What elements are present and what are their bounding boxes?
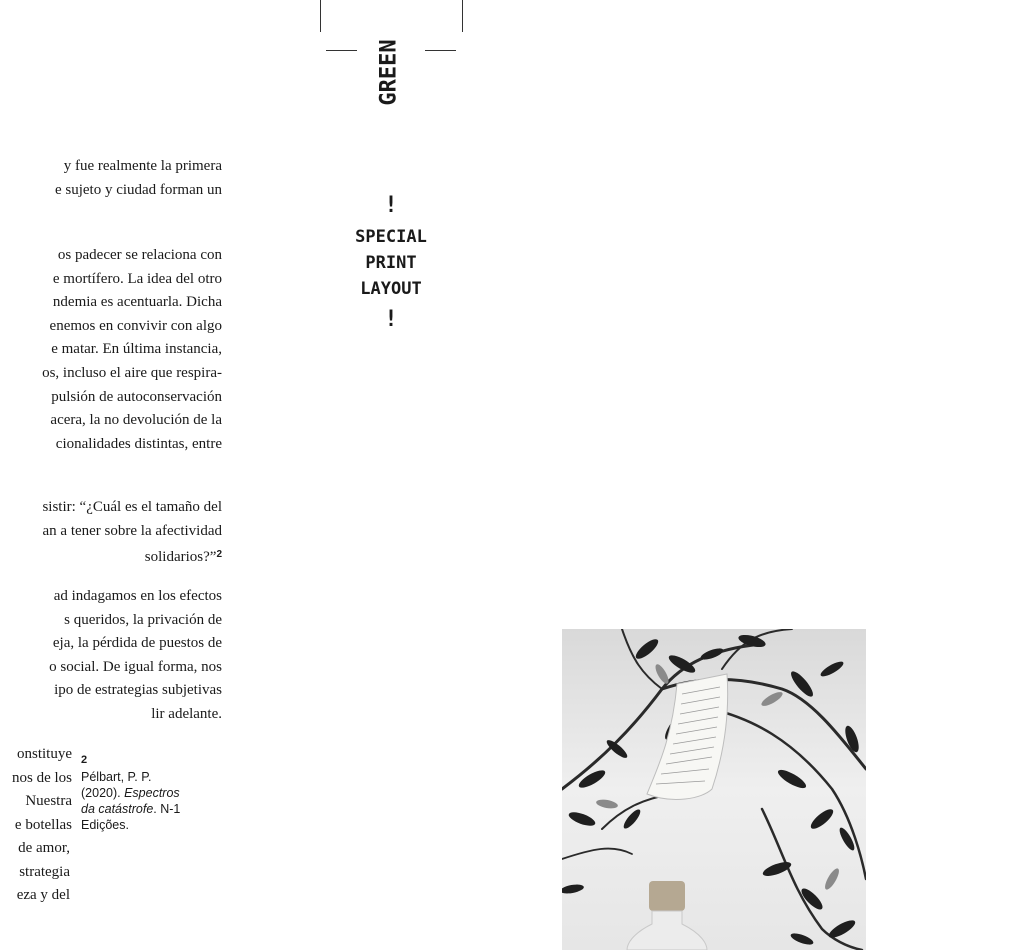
text-line: pulsión de autoconservación xyxy=(51,388,222,405)
text-line: os, incluso el aire que respira- xyxy=(42,364,222,381)
text-line: eza y del xyxy=(16,887,70,904)
text-line: e botellas xyxy=(14,816,72,833)
exclamation-mark: ! xyxy=(384,193,398,218)
photo-letter-in-branches xyxy=(562,629,866,950)
footnote-ref: 2 xyxy=(216,549,222,561)
text-line: Nuestra xyxy=(25,793,72,810)
text-line: os padecer se relaciona con xyxy=(57,247,222,263)
footnote-year: (2020). xyxy=(81,786,125,800)
photo-illustration xyxy=(562,629,866,950)
footnote-publisher: . N-1 xyxy=(153,802,181,816)
crop-mark xyxy=(320,0,321,32)
text-line: strategia xyxy=(19,863,70,880)
label-line: LAYOUT xyxy=(360,279,422,299)
text-line: sistir: “¿Cuál es el tamaño del xyxy=(42,499,222,515)
paragraph-3 xyxy=(0,496,222,570)
label-line: SPECIAL xyxy=(355,227,427,247)
label-line: PRINT xyxy=(365,253,417,273)
paragraph-1 xyxy=(0,155,222,202)
footnote-line: Edições. xyxy=(81,818,129,832)
text-line xyxy=(0,543,222,570)
text-line: ipo de estrategias subjetivas xyxy=(54,682,222,699)
text-line: nos de los xyxy=(12,769,72,786)
paragraph-5 xyxy=(0,743,72,837)
section-title xyxy=(374,22,404,122)
footnote-line xyxy=(81,785,221,801)
text-fragment: solidarios?” xyxy=(144,549,217,566)
crop-mark xyxy=(462,0,463,32)
text-line: e matar. En última instancia, xyxy=(51,341,222,358)
text-line: onstituye xyxy=(17,746,72,762)
footnote-title-cont: da catástrofe xyxy=(81,802,154,816)
paragraph-2 xyxy=(0,244,222,456)
text-line: enemos en convivir con algo xyxy=(49,317,222,334)
text-line: eja, la pérdida de puestos de xyxy=(52,635,222,652)
divider-dash xyxy=(326,50,357,51)
text-line: ad indagamos en los efectos xyxy=(53,588,222,604)
text-line: e mortífero. La idea del otro xyxy=(52,270,222,287)
text-line: an a tener sobre la afectividad xyxy=(42,522,222,539)
text-line: e sujeto y ciudad forman un xyxy=(54,181,222,198)
text-line: cionalidades distintas, entre xyxy=(55,435,222,452)
text-line: acera, la no devolución de la xyxy=(50,412,222,429)
text-line: o social. De igual forma, nos xyxy=(49,658,222,675)
exclamation-mark: ! xyxy=(384,307,398,332)
footnote-title: Espectros xyxy=(124,786,180,800)
footnote-line xyxy=(81,801,221,817)
footnote-number: 2 xyxy=(81,754,88,766)
section-title-text: GREEN xyxy=(376,38,402,106)
divider-dash xyxy=(425,50,456,51)
text-line: lir adelante. xyxy=(151,705,222,722)
paragraph-5-continued xyxy=(0,837,70,908)
footnote xyxy=(81,752,221,833)
footnote-line: Pélbart, P. P. xyxy=(81,770,152,784)
text-line: s queridos, la privación de xyxy=(64,611,222,628)
text-line: de amor, xyxy=(18,840,70,856)
special-print-label xyxy=(330,224,452,302)
paragraph-4 xyxy=(0,585,222,727)
text-line: ndemia es acentuarla. Dicha xyxy=(52,294,222,311)
text-line: y fue realmente la primera xyxy=(63,158,222,174)
